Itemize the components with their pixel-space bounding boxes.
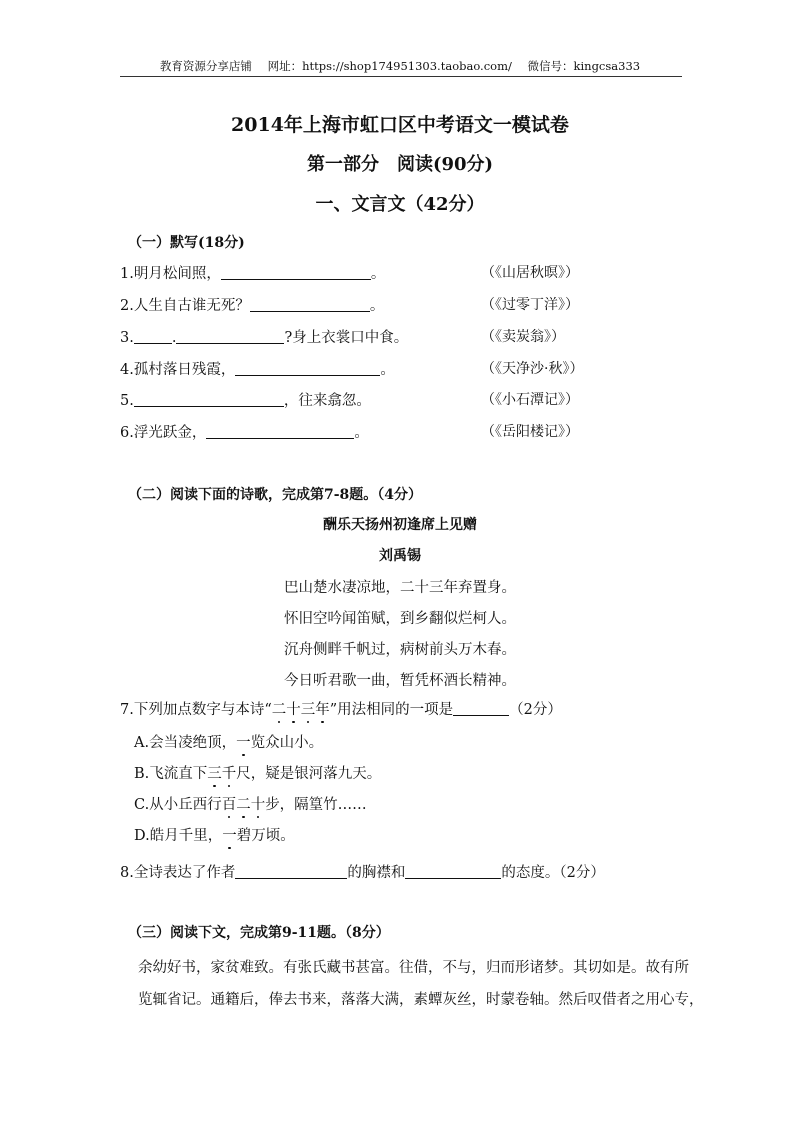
item-text: ，往来翕忽。 (283, 393, 371, 409)
part-heading: 第一部分 阅读(90分) (306, 154, 494, 175)
item-source: （《小石潭记》） (481, 392, 579, 408)
poem-line: 沉舟侧畔千帆过，病树前头万木春。 (284, 642, 516, 658)
dotted-character: 三 (300, 702, 316, 718)
item-text: 5. (120, 393, 134, 409)
dotted-emphasis (207, 766, 236, 782)
answer-blank[interactable] (221, 265, 371, 280)
poem-author: 刘禹锡 (379, 548, 421, 564)
section1-heading: （一）默写(18分) (128, 235, 245, 251)
answer-blank[interactable] (206, 424, 354, 439)
answer-blank[interactable] (176, 329, 284, 344)
poem-title: 酬乐天扬州初逢席上见赠 (323, 517, 477, 533)
option-b[interactable] (134, 762, 381, 783)
item-text: 。 (354, 425, 369, 441)
dotted-character: 一 (236, 735, 251, 751)
poem-line: 巴山楚水凄凉地，二十三年弃置身。 (284, 580, 516, 596)
question-text: 8.全诗表达了作者 (120, 865, 236, 881)
item-source: （《山居秋暝》） (481, 265, 579, 281)
item-text: 。 (369, 298, 385, 314)
item-text: . (171, 330, 177, 346)
dotted-character: 十 (286, 702, 301, 718)
dictation-item-4 (120, 358, 395, 379)
option-text: A.会当凌绝顶， (134, 735, 237, 751)
question-7 (120, 698, 562, 719)
dotted-emphasis (236, 735, 251, 751)
question-text: 的胸襟和 (347, 865, 406, 881)
option-text: C.从小丘西行 (134, 797, 222, 813)
dotted-character: 二 (271, 702, 287, 718)
dotted-character: 三 (207, 766, 222, 782)
answer-blank[interactable] (453, 701, 509, 716)
dotted-character: 一 (222, 828, 237, 844)
header-divider (120, 76, 682, 77)
header-url: 网址：https://shop174951303.taobao.com/ (267, 59, 512, 73)
option-text: 步，隔篁竹…… (265, 797, 367, 813)
dotted-character: 千 (221, 766, 237, 782)
answer-blank[interactable] (235, 864, 347, 879)
option-text: 尺，疑是银河落九天。 (236, 766, 382, 782)
option-text: 碧万顷。 (236, 828, 295, 844)
answer-blank[interactable] (405, 864, 501, 879)
dotted-emphasis (272, 702, 330, 718)
option-text: B.飞流直下 (134, 766, 208, 782)
dictation-item-2 (120, 294, 384, 315)
passage-line: 余幼好书，家贫难致。有张氏藏书甚富。往借，不与，归而形诸梦。其切如是。故有所 (138, 960, 689, 976)
answer-blank[interactable] (134, 392, 284, 407)
dictation-item-5 (120, 389, 371, 410)
section3-heading: （三）阅读下文，完成第9-11题。（8分） (128, 925, 390, 941)
item-text: 2.人生自古谁无死？ (120, 298, 250, 314)
poem-line: 今日听君歌一曲，暂凭杯酒长精神。 (284, 673, 516, 689)
question-8 (120, 861, 605, 882)
section2-heading: （二）阅读下面的诗歌，完成第7-8题。（4分） (128, 487, 423, 503)
dotted-character: 二 (236, 797, 251, 813)
poem-line: 怀旧空吟闻笛赋，到乡翻似烂柯人。 (284, 611, 516, 627)
item-text: 4.孤村落日残霞， (120, 362, 236, 378)
item-source: （《卖炭翁》） (481, 329, 565, 345)
dotted-character: 年 (315, 702, 330, 718)
question-text: ”用法相同的一项是 (329, 702, 454, 718)
option-c[interactable] (134, 793, 367, 814)
item-source: （《过零丁洋》） (481, 297, 579, 313)
answer-blank[interactable] (134, 329, 172, 344)
item-text: 6.浮光跃金， (120, 425, 207, 441)
item-source: （《岳阳楼记》） (481, 424, 579, 440)
option-a[interactable] (134, 731, 323, 752)
dictation-item-3 (120, 326, 408, 347)
item-text: 1.明月松间照， (120, 266, 221, 282)
question-text: （2分） (509, 702, 562, 718)
item-text: 。 (380, 362, 395, 378)
option-text: 览众山小。 (250, 735, 324, 751)
header-wechat: 微信号：kingcsa333 (527, 59, 641, 73)
item-text: 。 (370, 266, 386, 282)
question-text: 的态度。（2分） (501, 865, 605, 881)
item-source: （《天净沙·秋》） (481, 361, 584, 377)
dictation-item-1 (120, 262, 385, 283)
option-text: D.皓月千里， (134, 828, 223, 844)
dictation-item-6 (120, 421, 369, 442)
question-text: 7.下列加点数字与本诗“ (120, 702, 272, 718)
dotted-character: 十 (250, 797, 266, 813)
answer-blank[interactable] (235, 361, 380, 376)
item-text: 3. (120, 330, 134, 346)
dotted-emphasis (222, 797, 266, 813)
answer-blank[interactable] (250, 297, 370, 312)
dotted-character: 百 (221, 797, 237, 813)
page-header (120, 58, 680, 74)
option-d[interactable] (134, 824, 295, 845)
dotted-emphasis (222, 828, 237, 844)
exam-title: 2014年上海市虹口区中考语文一模试卷 (231, 114, 569, 136)
item-text: ?身上衣裳口中食。 (284, 330, 409, 346)
subpart-heading: 一、文言文（42分） (315, 194, 485, 215)
header-shop: 教育资源分享店铺 (159, 59, 252, 73)
passage-line: 览辄省记。通籍后，俸去书来，落落大满，素蟫灰丝，时蒙卷轴。然后叹借者之用心专， (138, 992, 704, 1008)
